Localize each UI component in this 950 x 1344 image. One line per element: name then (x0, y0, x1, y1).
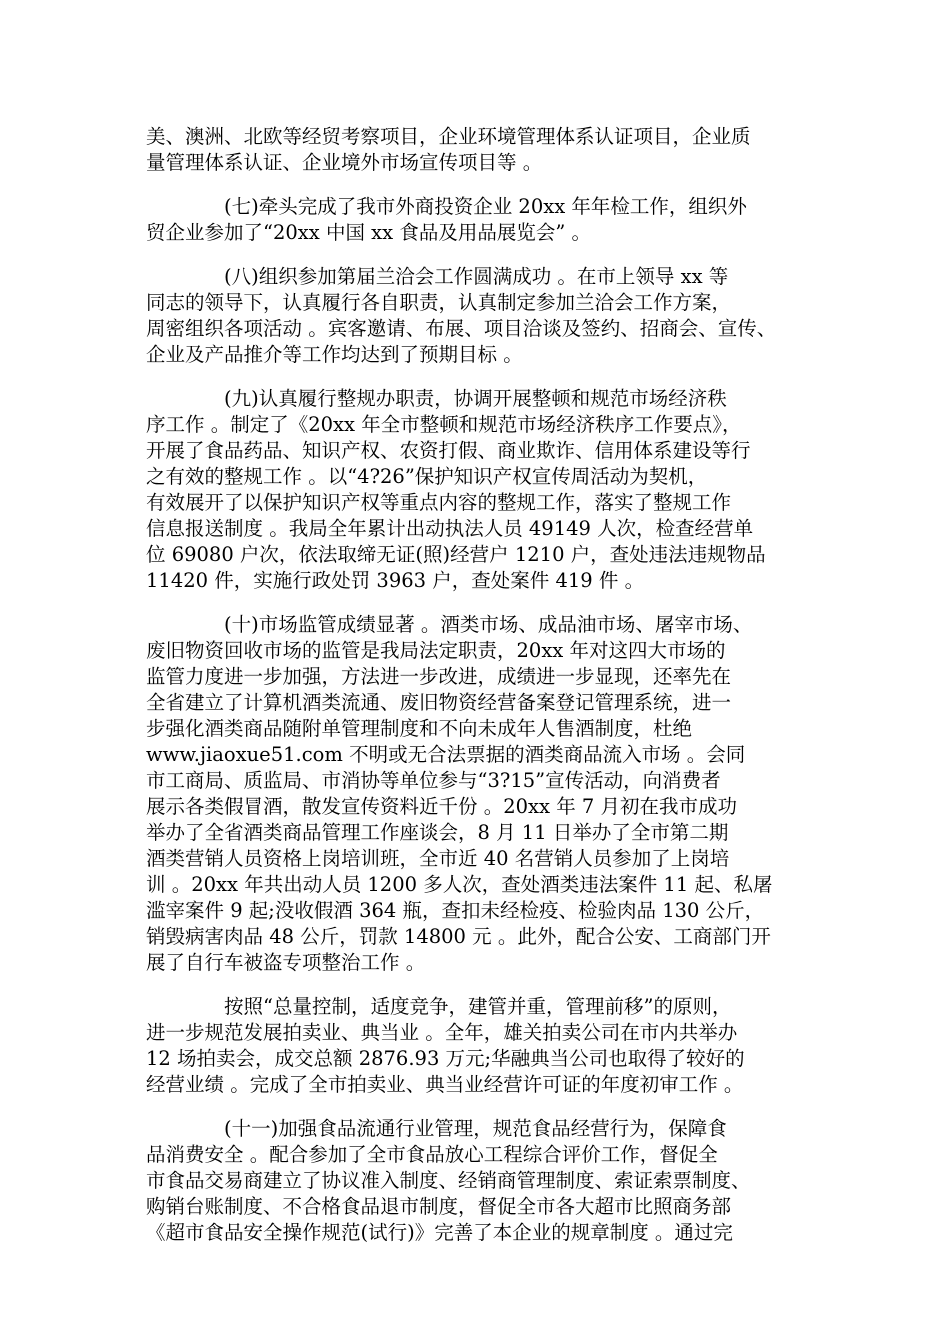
paragraph-2 (146, 194, 810, 246)
paragraph-7 (146, 1116, 810, 1246)
text-line: 周密组织各项活动 。宾客邀请、布展、项目洽谈及签约、招商会、宣传、 (146, 317, 777, 340)
text-line: 滥宰案件 9 起;没收假酒 364 瓶，查扣未经检疫、检验肉品 130 公斤， (146, 899, 765, 922)
paragraph-5 (146, 612, 810, 976)
text-line: 市工商局、质监局、市消协等单位参与“3?15”宣传活动，向消费者 (146, 769, 721, 792)
text-line: 信息报送制度 。我局全年累计出动执法人员 49149 人次，检查经营单 (146, 517, 754, 540)
text-line: 有效展开了以保护知识产权等重点内容的整规工作，落实了整规工作 (146, 491, 732, 514)
text-line: 展了自行车被盗专项整治工作 。 (146, 951, 426, 974)
text-line: 酒类营销人员资格上岗培训班，全市近 40 名营销人员参加了上岗培 (146, 847, 730, 870)
text-line: 序工作 。制定了《20xx 年全市整顿和规范市场经济秩序工作要点》， (146, 413, 742, 436)
text-line: 开展了食品药品、知识产权、农资打假、商业欺诈、信用体系建设等行 (146, 439, 751, 462)
text-line: 之有效的整规工作 。以“4?26”保护知识产权宣传周活动为契机， (146, 465, 708, 488)
document-body (146, 124, 810, 1264)
text-line: 进一步规范发展拍卖业、典当业 。全年，雄关拍卖公司在市内共举办 (146, 1021, 738, 1044)
text-line: 举办了全省酒类商品管理工作座谈会，8 月 11 日举办了全市第二期 (146, 821, 729, 844)
text-line: (十)市场监管成绩显著 。酒类市场、成品油市场、屠宰市场、 (224, 613, 753, 636)
text-line: 品消费安全 。配合参加了全市食品放心工程综合评价工作，督促全 (146, 1143, 718, 1166)
paragraph-6 (146, 994, 810, 1098)
text-line: 同志的领导下，认真履行各自职责，认真制定参加兰洽会工作方案， (146, 291, 732, 314)
paragraph-4 (146, 386, 810, 594)
text-line: www.jiaoxue51.com 不明或无合法票据的酒类商品流入市场 。会同 (146, 743, 746, 766)
text-line: (八)组织参加第届兰洽会工作圆满成功 。在市上领导 xx 等 (224, 265, 729, 288)
text-line: 训 。20xx 年共出动人员 1200 多人次，查处酒类违法案件 11 起、私屠 (146, 873, 773, 896)
text-line: 位 69080 户次，依法取缔无证(照)经营户 1210 户，查处违法违规物品 (146, 543, 766, 566)
text-line: 《超市食品安全操作规范(试行)》完善了本企业的规章制度 。通过完 (146, 1221, 733, 1244)
paragraph-3 (146, 264, 810, 368)
text-line: 按照“总量控制，适度竞争，建管并重，管理前移”的原则， (224, 995, 732, 1018)
text-line: 销毁病害肉品 48 公斤，罚款 14800 元 。此外，配合公安、工商部门开 (146, 925, 771, 948)
text-line: 全省建立了计算机酒类流通、废旧物资经营备案登记管理系统，进一 (146, 691, 732, 714)
text-line: 步强化酒类商品随附单管理制度和不向未成年人售酒制度，杜绝 (146, 717, 693, 740)
text-line: (十一)加强食品流通行业管理，规范食品经营行为，保障食 (224, 1117, 727, 1140)
text-line: 量管理体系认证、企业境外市场宣传项目等 。 (146, 151, 543, 174)
text-line: 贸企业参加了“20xx 中国 xx 食品及用品展览会” 。 (146, 221, 592, 244)
text-line: 废旧物资回收市场的监管是我局法定职责，20xx 年对这四大市场的 (146, 639, 726, 662)
text-line: (七)牵头完成了我市外商投资企业 20xx 年年检工作，组织外 (224, 195, 747, 218)
text-line: 展示各类假冒酒，散发宣传资料近千份 。20xx 年 7 月初在我市成功 (146, 795, 738, 818)
text-line: 经营业绩 。完成了全市拍卖业、典当业经营许可证的年度初审工作 。 (146, 1073, 744, 1096)
text-line: 企业及产品推介等工作均达到了预期目标 。 (146, 343, 523, 366)
text-line: 购销台账制度、不合格食品退市制度，督促全市各大超市比照商务部 (146, 1195, 732, 1218)
text-line: (九)认真履行整规办职责，协调开展整顿和规范市场经济秩 (224, 387, 727, 410)
paragraph-1 (146, 124, 810, 176)
text-line: 市食品交易商建立了协议准入制度、经销商管理制度、索证索票制度、 (146, 1169, 751, 1192)
text-line: 监管力度进一步加强，方法进一步改进，成绩进一步显现，还率先在 (146, 665, 732, 688)
text-line: 11420 件，实施行政处罚 3963 户，查处案件 419 件 。 (146, 569, 645, 592)
text-line: 12 场拍卖会，成交总额 2876.93 万元;华融典当公司也取得了较好的 (146, 1047, 745, 1070)
text-line: 美、澳洲、北欧等经贸考察项目，企业环境管理体系认证项目，企业质 (146, 125, 751, 148)
